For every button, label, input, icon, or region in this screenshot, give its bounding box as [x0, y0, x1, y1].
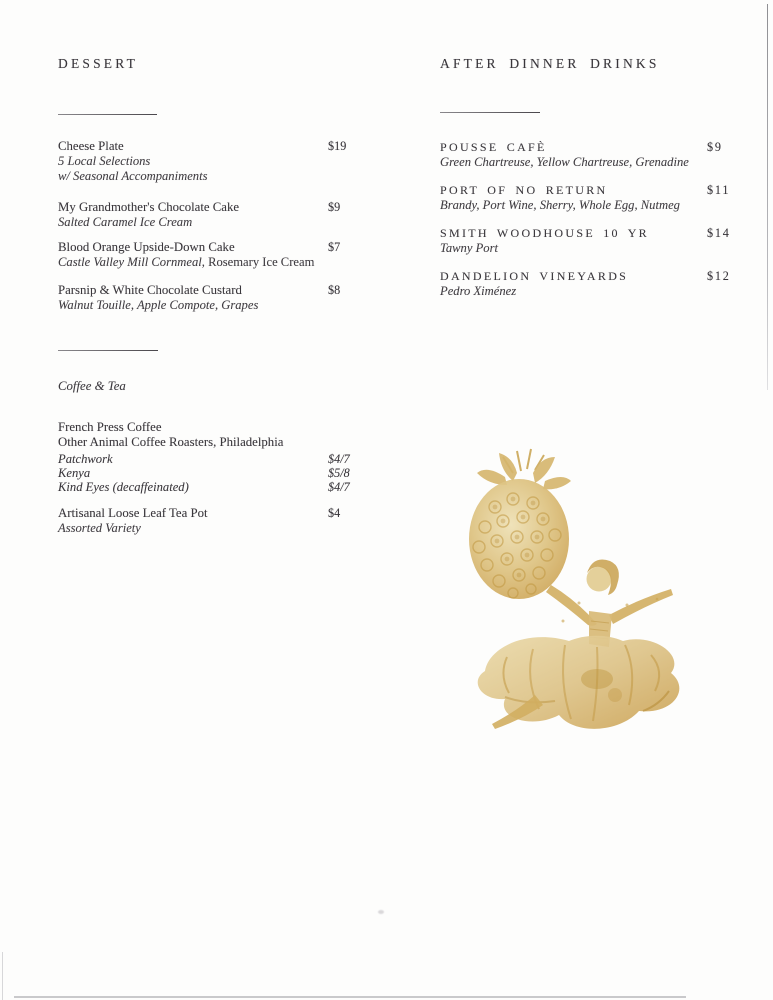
item-description: Green Chartreuse, Yellow Chartreuse, Grenadine	[440, 155, 689, 169]
item-name: Blood Orange Upside-Down Cake	[58, 240, 235, 254]
item-description: Salted Caramel Ice Cream	[58, 215, 193, 229]
scan-artifact-left-edge-line	[2, 952, 3, 1000]
coffee-variant-kenya	[58, 466, 408, 480]
description-italic-part: Castle Valley Mill Cornmeal,	[58, 255, 205, 269]
item-name: My Grandmother's Chocolate Cake	[58, 200, 240, 214]
menu-item-port-of-no-return	[440, 183, 773, 213]
item-price: $19	[328, 139, 347, 153]
coffee-variant-kind-eyes	[58, 480, 408, 494]
item-name: French Press Coffee	[58, 420, 162, 434]
scan-artifact-right-edge-line	[767, 4, 768, 390]
scan-artifact-speck	[378, 910, 384, 914]
item-price: $4	[328, 506, 341, 520]
divider	[58, 350, 158, 351]
item-name: PORT OF NO RETURN	[440, 183, 608, 197]
item-name: Parsnip & White Chocolate Custard	[58, 283, 242, 297]
menu-item-parsnip-custard	[58, 283, 408, 313]
item-description: Tawny Port	[440, 241, 498, 255]
menu-item-french-press	[58, 420, 408, 450]
item-price: $9	[707, 140, 723, 154]
item-price: $14	[707, 226, 731, 240]
coffee-variant-patchwork	[58, 452, 408, 466]
after-dinner-section-title: AFTER DINNER DRINKS	[440, 56, 660, 71]
menu-item-smith-woodhouse	[440, 226, 773, 256]
menu-item-dandelion-vineyards	[440, 269, 773, 299]
item-price: $7	[328, 240, 341, 254]
item-name: POUSSE CAFÈ	[440, 140, 547, 154]
menu-item-chocolate-cake	[58, 200, 408, 230]
variant-name: Patchwork	[58, 452, 113, 466]
divider	[440, 112, 540, 113]
dessert-section-title: DESSERT	[58, 56, 139, 71]
item-description: 5 Local Selections	[58, 154, 151, 168]
item-description: Pedro Ximénez	[440, 284, 517, 298]
item-price: $11	[707, 183, 731, 197]
item-description: Brandy, Port Wine, Sherry, Whole Egg, Nutmeg	[440, 198, 680, 212]
item-name: DANDELION VINEYARDS	[440, 269, 629, 283]
item-price: $9	[328, 200, 341, 214]
item-name: Artisanal Loose Leaf Tea Pot	[58, 506, 208, 520]
variant-name: Kind Eyes (decaffeinated)	[58, 480, 189, 494]
item-description	[58, 255, 408, 270]
item-description: w/ Seasonal Accompaniments	[58, 168, 208, 183]
item-price: $8	[328, 283, 341, 297]
item-roaster: Other Animal Coffee Roasters, Philadelphia	[58, 435, 284, 449]
description-roman-part: Rosemary Ice Cream	[204, 255, 315, 269]
item-description: Assorted Variety	[58, 521, 141, 535]
menu-item-tea-pot	[58, 506, 408, 536]
menu-item-pousse-cafe	[440, 140, 773, 170]
variant-name: Kenya	[58, 466, 91, 480]
variant-price: $5/8	[328, 466, 350, 480]
variant-price: $4/7	[328, 452, 350, 466]
divider	[58, 114, 157, 115]
coffee-tea-section-label: Coffee & Tea	[58, 379, 126, 393]
scan-artifact-bottom-line	[14, 996, 686, 998]
menu-item-blood-orange-cake	[58, 240, 408, 270]
item-price: $12	[707, 269, 731, 283]
item-name: Cheese Plate	[58, 139, 124, 153]
gold-dancer-berry-illustration	[447, 443, 695, 735]
variant-price: $4/7	[328, 480, 350, 494]
item-name: SMITH WOODHOUSE 10 YR	[440, 226, 649, 240]
menu-item-cheese-plate	[58, 139, 408, 183]
item-description: Walnut Touille, Apple Compote, Grapes	[58, 298, 259, 312]
